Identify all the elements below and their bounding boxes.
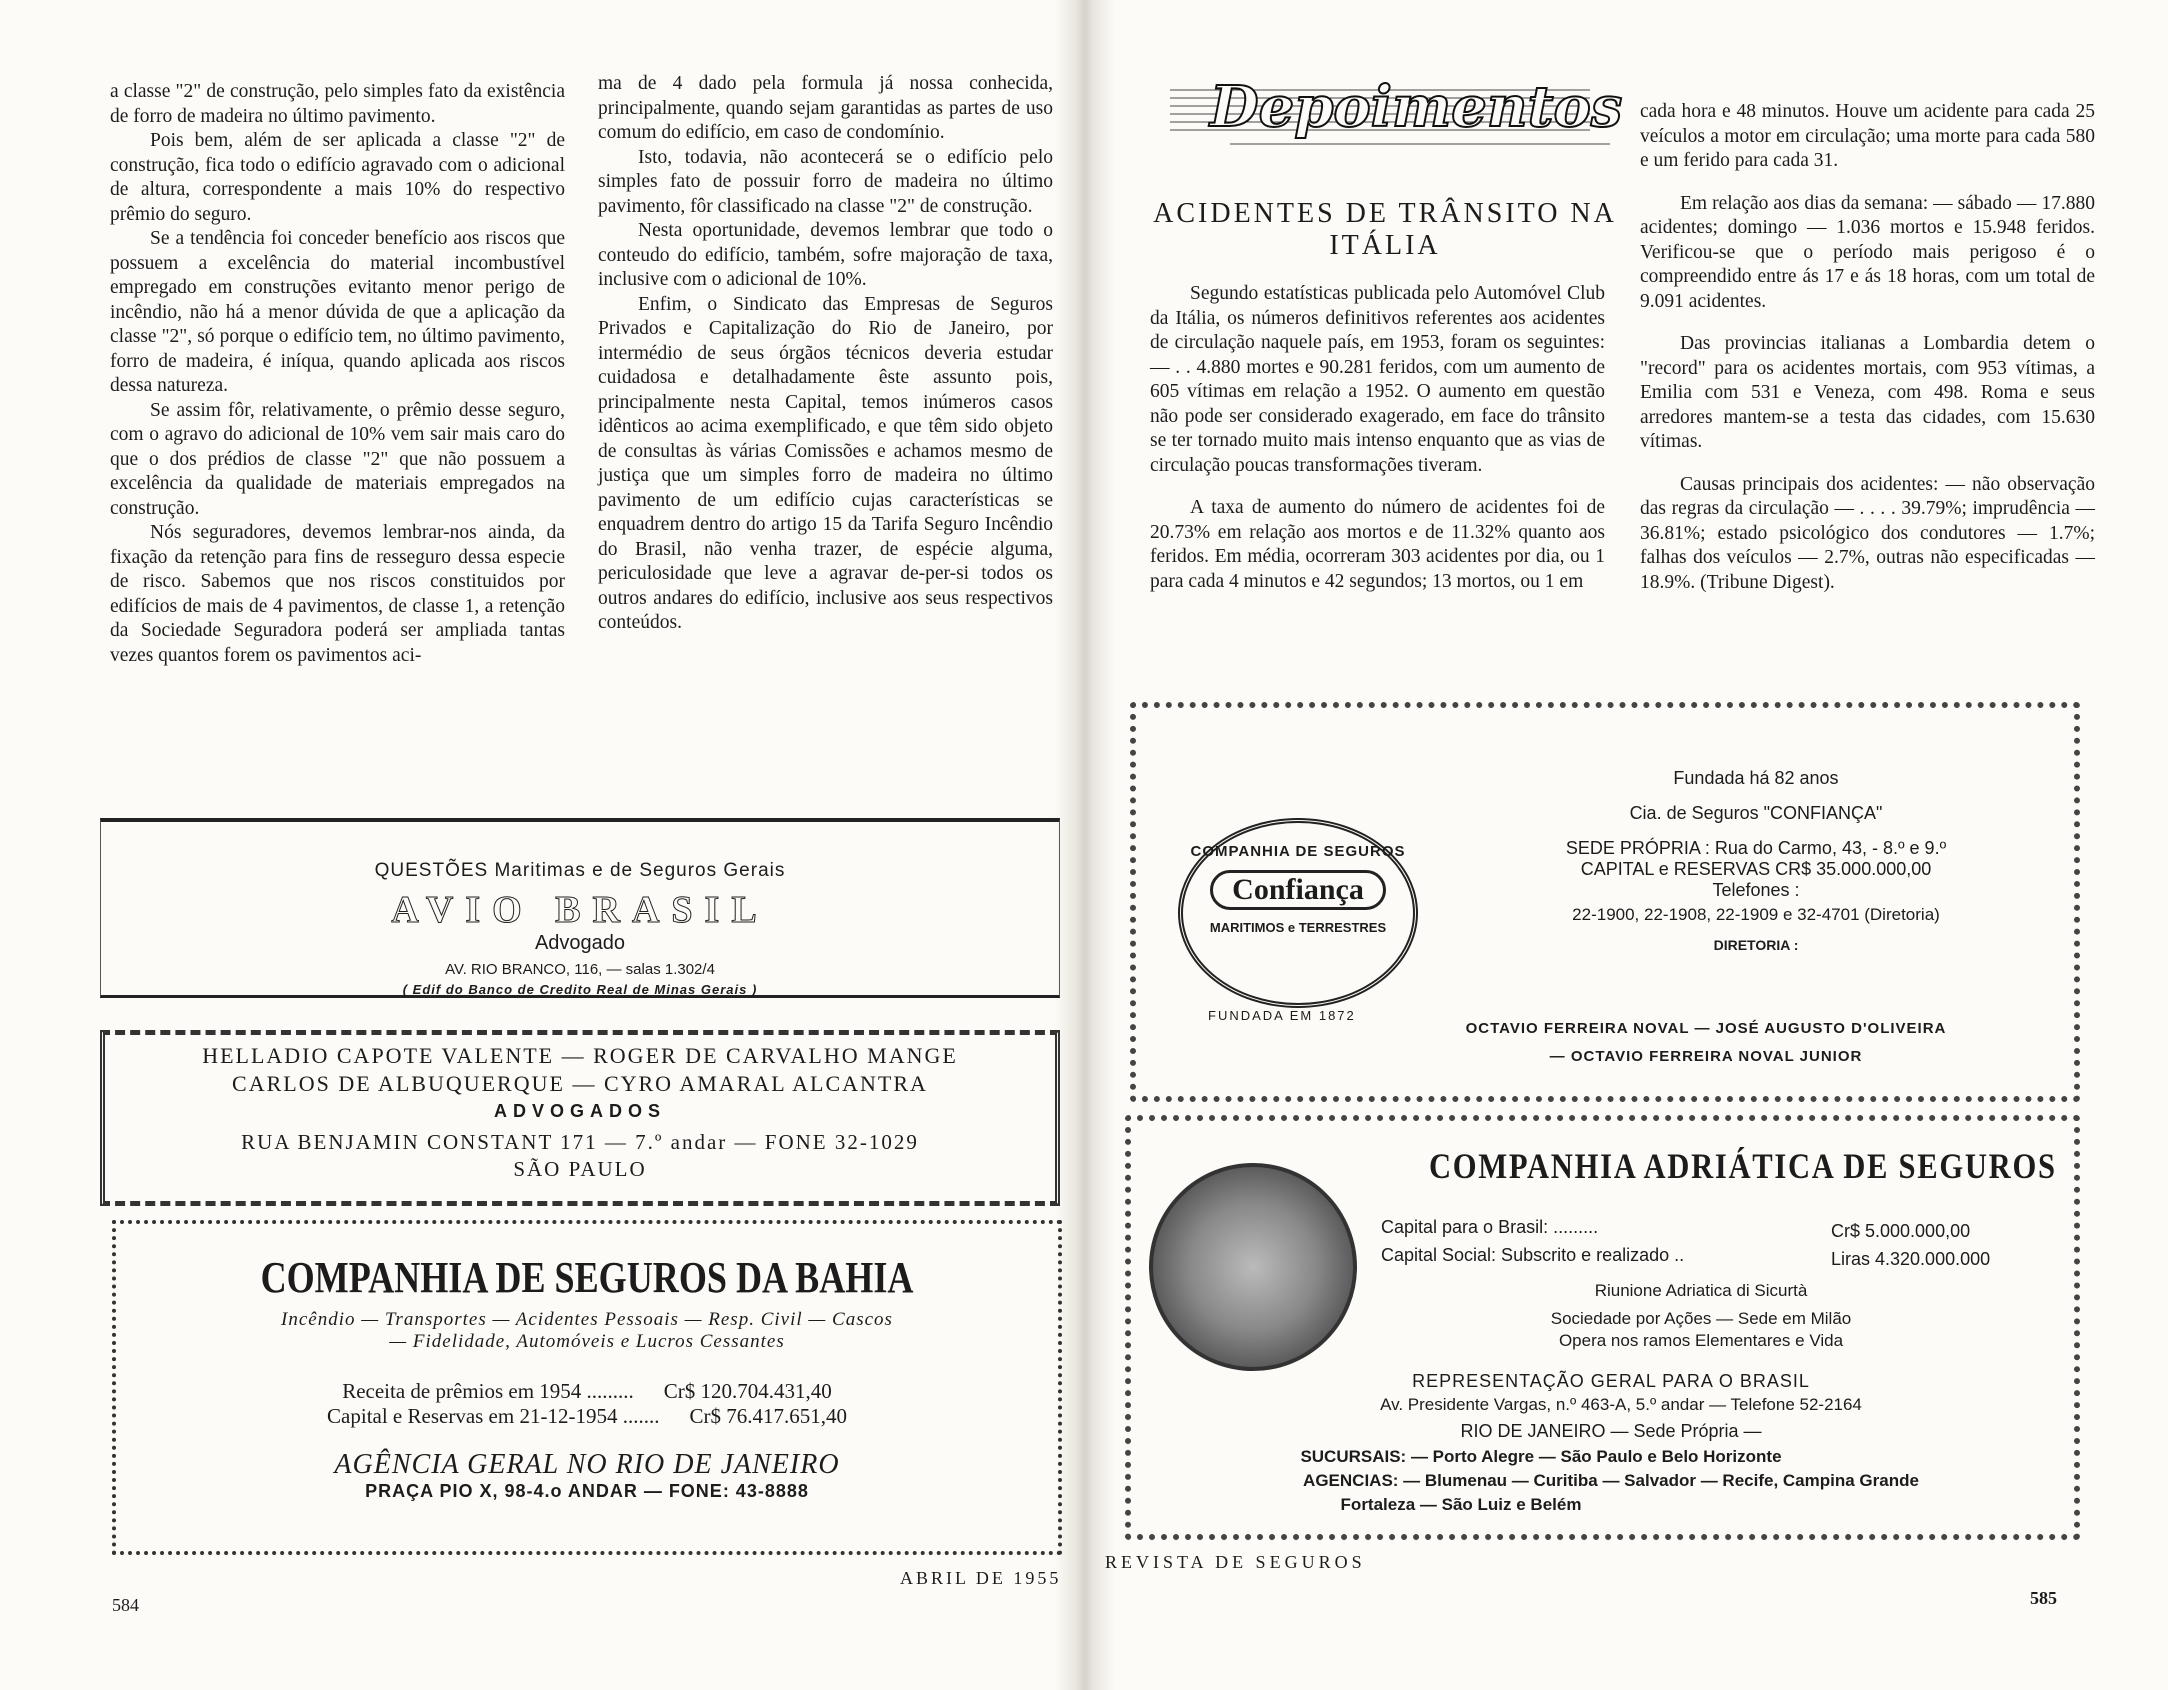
revenue-value: Cr$ 120.704.431,40 [663,1379,832,1403]
paragraph: A taxa de aumento do número de acidentes foi de 20.73% em relação aos mortos e de 11.32% quanto aos feridos. Em média, ocorreram 303 acidentes por dia, ou 1 para cada 4 minutos e 42 segundos; 13 mortos, ou 1 em [1150,497,1605,592]
sucursais: SUCURSAIS: — Porto Alegre — São Paulo e Belo Horizonte [1300,1447,1782,1466]
sede: SEDE PRÓPRIA : Rua do Carmo, 43, - 8.º e 9.º [1565,838,1947,858]
ad-bahia [112,1220,1062,1555]
ad-role: Advogado [534,932,626,954]
ad-line: HELLADIO CAPOTE VALENTE — ROGER DE CARVALHO MANGE [202,1043,958,1068]
paragraph: Segundo estatísticas publicada pelo Automóvel Club da Itália, os números definitivos referentes aos acidentes de circulação naquele país, em 1953, foram os seguintes: — . . 4.880 mortes e 90.281 feridos, com um aumento de 605 vítimas em relação a 1952. O aumento em questão não pode ser considerado exagerado, em face do trânsito se ter tornado muito mais intenso enquanto que as vias de circulação poucas transformações tiveram. [1150,283,1605,476]
riunione: Riunione Adriatica di Sicurtà [1594,1281,1808,1300]
ad-address: RUA BENJAMIN CONSTANT 171 — 7.º andar — FONE 32-1029 [241,1130,919,1154]
capital-social-label: Capital Social: Subscrito e realizado .. [1381,1245,1685,1265]
paragraph: a classe "2" de construção, pelo simples fato da existência de forro de madeira no último pavimento. [110,81,565,127]
ad-agency-address: PRAÇA PIO X, 98-4.o ANDAR — FONE: 43-8888 [365,1481,809,1501]
ad-heading: ADVOGADOS [493,1101,666,1121]
section-banner [1170,72,1623,154]
ad-agency: AGÊNCIA GERAL NO RIO DE JANEIRO [334,1449,840,1480]
ad-title: COMPANHIA ADRIÁTICA DE SEGUROS [1429,1146,2057,1186]
left-article-col1 [110,80,565,668]
page-number: 585 [2030,1588,2057,1608]
paragraph: Nós seguradores, devemos lembrar-nos ainda, da fixação da retenção para fins de resseguro dessa especie de risco. Sabemos que nos riscos constituidos por edifícios de mais de 4 pavimentos, de classe 1, a retenção da Sociedade Seguradora poderá ser ampliada tantas vezes quantos forem os pavimentos aci- [110,522,565,666]
paragraph: Enfim, o Sindicato das Empresas de Seguros Privados e Capitalização do Rio de Janeiro, por intermédio de seus órgãos técnicos deveria estudar cuidadosa e detalhadamente êste assunto pois, principalmente nesta Capital, temos inúmeros casos idênticos ao acima exemplificado, e que têm sido objeto de consultas às várias Comissões e achamos mesmo de justiça que um simples forro de madeira no último pavimento de um edifício cujas características se enquadrem dentro do artigo 15 da Tarifa Seguro Incêndio do Brasil, não venha trazer, de espécie alguma, periculosidade que leve a agravar de-per-si todos os outros andares do edifício, inclusive aos seus respectivos conteúdos. [598,293,1053,633]
ad-line: CARLOS DE ALBUQUERQUE — CYRO AMARAL ALCANTRA [232,1071,928,1096]
paragraph: Se a tendência foi conceder benefício aos riscos que possuem a excelência do material incombustível empregado em construções evitanto menor perigo de incêndio, não há a menor dúvida de que a aplicação da classe "2", só porque o edifício tem, no último pavimento, forro de madeira, é iníqua, quando aplicada aos riscos dessa natureza. [110,228,565,396]
founded: Fundada há 82 anos [1673,768,1839,788]
phones-label: Telefones : [1712,880,1800,900]
paragraph: Das provincias italianas a Lombardia detem o "record" para os acidentes mortais, com 953 vítimas, a Emilia com 531 e Veneza, com 498. Roma e seus arredores mantem-se a testa das cidades, com 15.630 vítimas. [1640,333,2095,452]
sociedade: Sociedade por Ações — Sede em Milão [1550,1309,1852,1328]
paragraph: cada hora e 48 minutos. Houve um acidente para cada 25 veículos a motor em circulação; uma morte para cada 580 e um ferido para cada 31. [1640,101,2095,171]
emblem-bottom: MARITIMOS e TERRESTRES [1209,920,1387,935]
emblem-top: COMPANHIA DE SEGUROS [1190,843,1406,860]
ad-confianca [1130,702,2080,1102]
book-gutter [1055,0,1115,1690]
ad-name: AVIO BRASIL [391,889,769,931]
section-title: Depoimentos [1210,74,1623,140]
ad-lawyers [100,1030,1060,1206]
page-number: 584 [112,1595,139,1615]
paragraph: ma de 4 dado pela formula já nossa conhecida, principalmente, quando sejam garantidas as partes de uso comum do edifício, em caso de condomínio. [598,73,1053,143]
running-footer: ABRIL DE 1955 [900,1568,1062,1588]
opera: Opera nos ramos Elementares e Vida [1558,1331,1844,1350]
representation: REPRESENTAÇÃO GERAL PARA O BRASIL [1412,1371,1810,1391]
paragraph: Se assim fôr, relativamente, o prêmio desse seguro, com o agravo do adicional de 10% vem sair mais caro do que o dos prédios de classe "2" que não possuem a excelência da qualidade de materiais empregados na construção. [110,399,565,519]
board-label: DIRETORIA : [1713,937,1799,953]
ad-lines: — Fidelidade, Automóveis e Lucros Cessantes [389,1331,785,1352]
phones: 22-1900, 22-1908, 22-1909 e 32-4701 (Diretoria) [1572,905,1940,924]
paragraph: Pois bem, além de ser aplicada a classe "2" de construção, fica todo o edifício agravado com o adicional de altura, correspondente a mais 10% do respectivo prêmio do seguro. [110,130,565,225]
agencias: AGENCIAS: — Blumenau — Curitiba — Salvador — Recife, Campina Grande [1303,1471,1919,1490]
capital-value: Cr$ 76.417.651,40 [689,1404,847,1428]
right-article-col2 [1640,100,2095,595]
representation-address: Av. Presidente Vargas, n.º 463-A, 5.º andar — Telefone 52-2164 [1380,1395,1862,1414]
board-line: — OCTAVIO FERREIRA NOVAL JUNIOR [1549,1048,1863,1065]
paragraph: Isto, todavia, não acontecerá se o edifício pelo simples fato de possuir forro de madeira no último pavimento, fôr classificado na classe "2" de construção. [598,146,1053,217]
company-emblem [1178,818,1418,1008]
right-article-col1 [1150,282,1605,594]
rio-sede: RIO DE JANEIRO — Sede Própria — [1460,1421,1762,1441]
founded-small: FUNDADA EM 1872 [1208,1008,1356,1023]
agencias-continued: Fortaleza — São Luiz e Belém [1340,1495,1582,1514]
lion-medallion [1149,1163,1357,1371]
running-footer: REVISTA DE SEGUROS [1105,1552,1366,1572]
capital-social-value: Liras 4.320.000.000 [1831,1249,1991,1269]
left-article-col2 [598,72,1053,636]
ad-address: AV. RIO BRANCO, 116, — salas 1.302/4 [445,961,715,978]
ad-lines: Incêndio — Transportes — Acidentes Pessoais — Resp. Civil — Cascos [281,1309,893,1330]
ad-adriatica [1125,1115,2080,1540]
paragraph: Em relação aos dias da semana: — sábado — 17.880 acidentes; domingo — 1.036 mortos e 15.948 feridos. Verificou-se que o período mais perigoso é o compreendido entre ás 17 e ás 18 horas, com um total de 9.091 acidentes. [1640,192,2095,312]
ad-avio-brasil [100,818,1060,998]
capital-label: Capital e Reservas em 21-12-1954 ....... [327,1404,660,1428]
ad-title: COMPANHIA DE SEGUROS DA BAHIA [260,1253,914,1302]
capital: CAPITAL e RESERVAS CR$ 35.000.000,00 [1580,859,1932,879]
capital-brasil-label: Capital para o Brasil: ......... [1381,1217,1599,1237]
capital-brasil-value: Cr$ 5.000.000,00 [1831,1221,1971,1241]
company-name: Cia. de Seguros "CONFIANÇA" [1629,803,1883,823]
ad-capital-row [116,1404,1058,1429]
board-line: OCTAVIO FERREIRA NOVAL — JOSÉ AUGUSTO D'OLIVEIRA [1465,1020,1947,1037]
ad-building: ( Edif do Banco de Credito Real de Minas Gerais ) [402,982,758,997]
paragraph: Causas principais dos acidentes: — não observação das regras da circulação — . . . . 39.79%; imprudência — 36.81%; estado psicológico dos condutores — 1.7%; falhas dos veículos — 2.7%, outras não especificadas — 18.9%. (Tribune Digest). [1640,473,2095,593]
paragraph: Nesta oportunidade, devemos lembrar que todo o conteudo do edifício, também, sofre majoração de taxa, inclusive com o adicional de 10%. [598,220,1053,290]
ad-text-block [1436,708,2076,953]
emblem-mid: Confiança [1210,870,1386,910]
article-title: ACIDENTES DE TRÂNSITO NA ITÁLIA [1153,198,1617,261]
ad-city: SÃO PAULO [513,1157,647,1181]
ad-subtitle: QUESTÕES Maritimas e de Seguros Gerais [374,860,786,881]
ad-revenue-row [116,1379,1058,1404]
revenue-label: Receita de prêmios em 1954 ......... [342,1379,634,1403]
